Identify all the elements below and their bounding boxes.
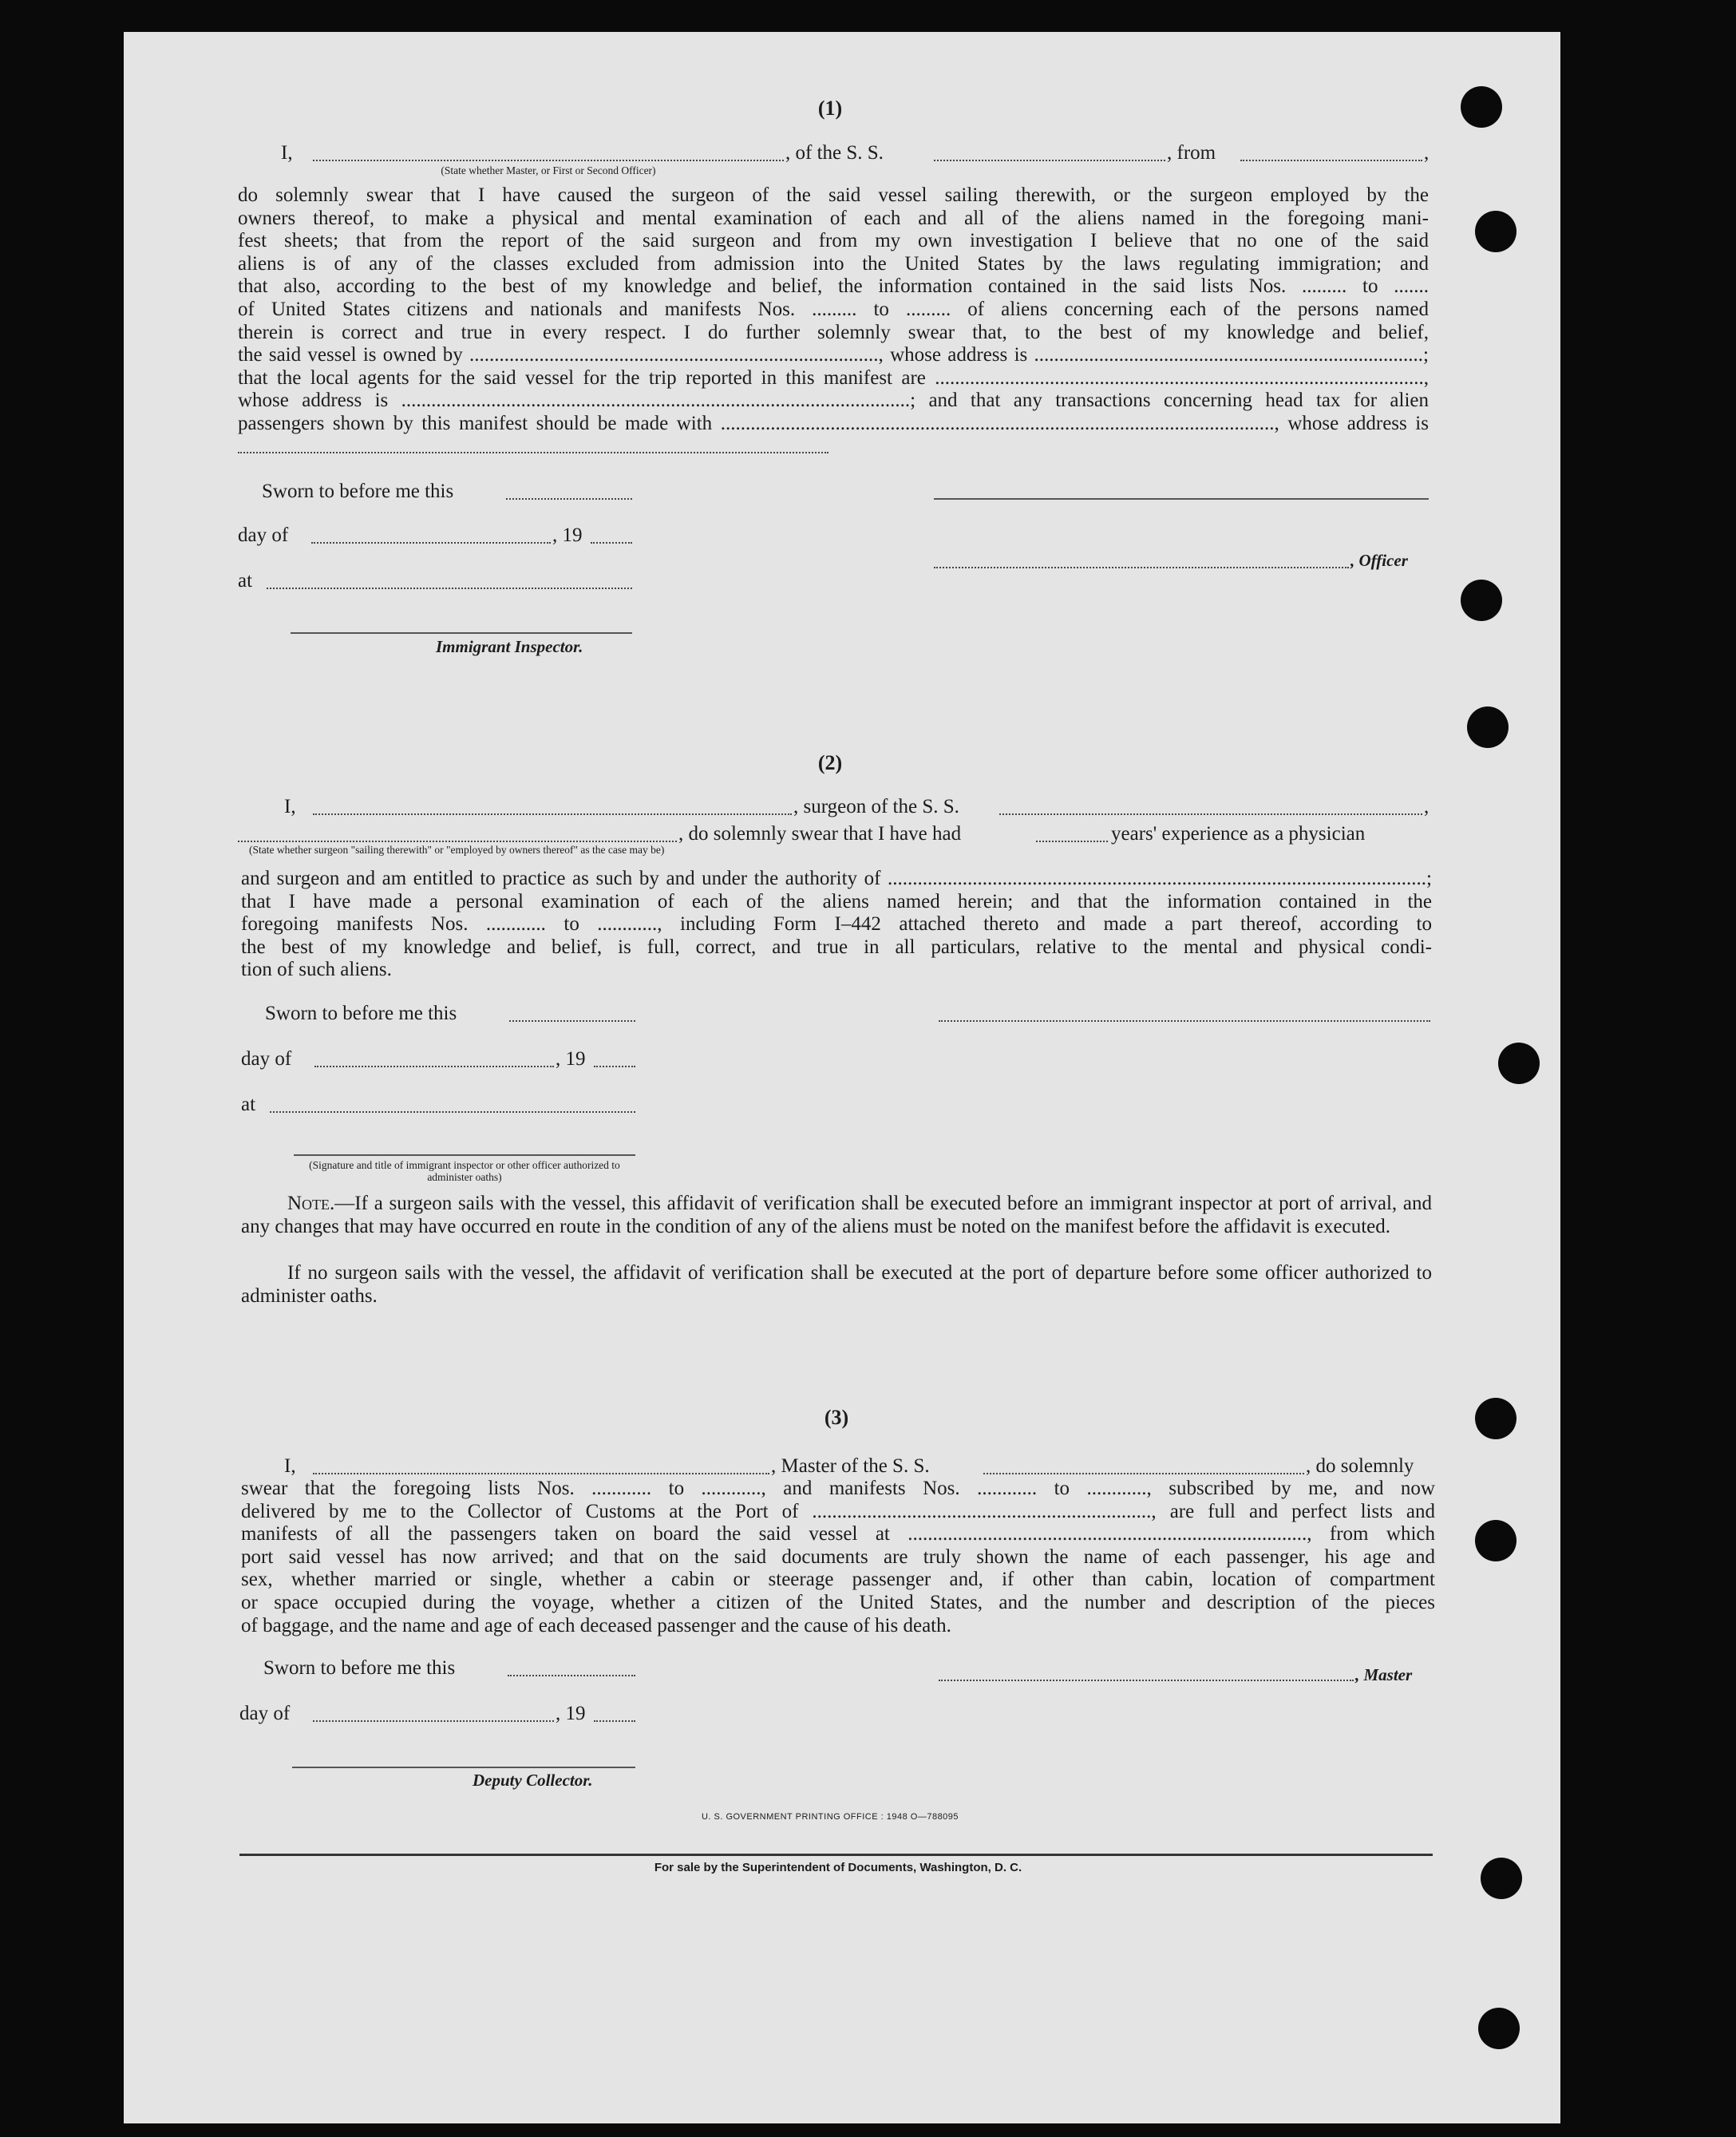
text-line: fest sheets; that from the report of the said surgeon and from my own investigation I believe that no one of the said [238, 230, 1429, 252]
text-line: and surgeon and am entitled to practice as such by and under the authority of ............................................................................................................; [241, 868, 1432, 889]
at-label: at [238, 570, 253, 592]
punch-hole [1475, 211, 1517, 252]
text-line: owners thereof, to make a physical and mental examination of each and all of the aliens named in the foregoing mani- [238, 207, 1429, 229]
text-line: the said vessel is owned by .................................................................................., whose address is ..............................................................................; [238, 344, 1429, 366]
punch-hole [1478, 2008, 1520, 2049]
printing-office-line: U. S. GOVERNMENT PRINTING OFFICE : 1948 O—788095 [701, 1812, 959, 1822]
text-line: passengers shown by this manifest should be made with ..............................................................................................................., whose address is [238, 412, 1429, 434]
text-line: delivered by me to the Collector of Customs at the Port of ...................................................................., are full and perfect lists and [241, 1500, 1435, 1522]
collector-label: Deputy Collector. [473, 1771, 593, 1790]
text-line: of United States citizens and nationals and manifests Nos. ......... to ......... of aliens concerning each of the persons named [238, 298, 1429, 320]
at-blank [267, 588, 632, 589]
sworn-label: Sworn to before me this [262, 481, 454, 502]
year-label: , 19 [556, 1703, 586, 1724]
punch-hole [1498, 1043, 1540, 1084]
from-label: , from [1167, 142, 1216, 164]
year-label: , 19 [556, 1048, 586, 1070]
sworn-label: Sworn to before me this [263, 1657, 456, 1679]
text-line: the best of my knowledge and belief, is full, correct, and true in all particulars, relative to the mental and physical condi- [241, 936, 1432, 958]
text-line: do solemnly swear that I have caused the surgeon of the said vessel sailing therewith, or the surgeon employed by the [238, 184, 1429, 206]
oath-pronoun: I, [284, 1455, 296, 1477]
sworn-blank [509, 1020, 635, 1022]
field-caption: (State whether surgeon "sailing therewith" or "employed by owners thereof" as the case may be) [249, 844, 665, 856]
day-label: day of [238, 524, 289, 546]
solemnly-label: , do solemnly [1306, 1455, 1414, 1477]
text-line: of baggage, and the name and age of each deceased passenger and the cause of his death. [241, 1614, 951, 1636]
punch-hole [1467, 706, 1509, 748]
swear-label: , do solemnly swear that I have had [678, 823, 962, 845]
punch-hole [1481, 1858, 1522, 1899]
name-blank [313, 813, 792, 815]
sale-notice: For sale by the Superintendent of Documents, Washington, D. C. [654, 1861, 1022, 1874]
inspector-line [291, 632, 632, 634]
footer-rule [239, 1854, 1433, 1856]
surgeon-label: , surgeon of the S. S. [793, 796, 959, 817]
name-blank [313, 1473, 769, 1474]
inspector-label: Immigrant Inspector. [436, 637, 583, 656]
text-line: or space occupied during the voyage, whether a citizen of the United States, and the number and description of the pieces [241, 1591, 1435, 1613]
text-line: port said vessel has now arrived; and that on the said documents are truly shown the name of each passenger, his age and [241, 1545, 1435, 1568]
text-line: whose address is ......................................................................................................; and that any transactions concerning head tax for alien [238, 390, 1429, 412]
sworn-blank [508, 1675, 635, 1676]
at-blank [270, 1111, 635, 1113]
oath-text [241, 868, 1432, 982]
punch-hole [1461, 580, 1502, 621]
text-line: swear that the foregoing lists Nos. ............ to ............, and manifests Nos. ............ to ............, subscribed by me, and now [241, 1478, 1435, 1499]
day-blank [313, 1720, 554, 1722]
address-blank [238, 452, 828, 453]
day-blank [314, 1066, 554, 1067]
years-blank [1036, 841, 1108, 842]
day-label: day of [239, 1703, 291, 1724]
at-label: at [241, 1094, 256, 1115]
note-text: If no surgeon sails with the vessel, the affidavit of verification shall be executed at the port of departure before some officer authorized to administer oaths. [241, 1262, 1432, 1307]
punch-hole [1475, 1520, 1517, 1561]
section-number: (2) [817, 751, 843, 774]
section-number: (1) [817, 97, 843, 120]
year-blank [594, 1066, 635, 1067]
master-label: , Master [1355, 1665, 1413, 1684]
oath-text [241, 1478, 1435, 1637]
signature-line [294, 1154, 635, 1156]
officer-blank [934, 567, 1349, 568]
line-end: , [1424, 142, 1430, 164]
year-blank [591, 542, 632, 544]
text-line: that the local agents for the said vessel for the trip reported in this manifest are .................................................................................................., [238, 366, 1429, 389]
section-number: (3) [824, 1406, 849, 1429]
note-label: Note. [287, 1193, 335, 1214]
text-line: tion of such aliens. [241, 959, 392, 981]
line-end: , [1424, 796, 1430, 817]
text-line: foregoing manifests Nos. ............ to ............, including Form I–442 attached thereto and made a part thereof, according to [241, 913, 1432, 936]
text-line: manifests of all the passengers taken on board the said vessel at ................................................................................, from which [241, 1523, 1435, 1545]
vessel-blank [934, 160, 1165, 161]
oath-text [238, 184, 1429, 436]
year-label: , 19 [552, 524, 583, 546]
years-label: years' experience as a physician [1111, 823, 1366, 845]
oath-pronoun: I, [281, 142, 293, 164]
collector-line [292, 1767, 635, 1768]
note-body: —If a surgeon sails with the vessel, this affidavit of verification shall be executed before an immigrant inspector at port of arrival, and any changes that may have occurred en route in the condition of any of the aliens must be noted on the manifest before the affidavit is executed. [241, 1193, 1432, 1237]
oath-pronoun: I, [284, 796, 296, 817]
text-line: that also, according to the best of my knowledge and belief, the information contained in the said lists Nos. ......... to ....... [238, 275, 1429, 298]
from-blank [1240, 160, 1422, 161]
master-label: , Master of the S. S. [771, 1455, 930, 1477]
signature-line [934, 498, 1429, 500]
text-line: that I have made a personal examination of each of the aliens named herein; and that the information contained in the [241, 890, 1432, 912]
vessel-label: , of the S. S. [785, 142, 884, 164]
name-blank [313, 160, 784, 161]
signature-blank [939, 1020, 1430, 1022]
text-line: therein is correct and true in every respect. I do further solemnly swear that, to the best of my knowledge and belief, [238, 321, 1429, 343]
year-blank [594, 1720, 635, 1722]
punch-hole [1461, 86, 1502, 128]
day-label: day of [241, 1048, 292, 1070]
text-line: sex, whether married or single, whether a cabin or steerage passenger and, if other than cabin, location of compartment [241, 1569, 1435, 1591]
punch-hole [1475, 1398, 1517, 1439]
note-text [241, 1193, 1432, 1238]
sworn-blank [506, 498, 632, 500]
text-line: aliens is of any of the classes excluded from admission into the United States by the laws regulating immigration; and [238, 252, 1429, 275]
field-caption: (State whether Master, or First or Second Officer) [441, 164, 656, 176]
signature-caption: (Signature and title of immigrant inspector or other officer authorized to administer oaths) [309, 1159, 620, 1183]
officer-label: , Officer [1350, 551, 1408, 570]
sworn-label: Sworn to before me this [265, 1003, 457, 1024]
vessel-blank [983, 1473, 1304, 1474]
vessel-blank [999, 813, 1422, 815]
day-blank [311, 542, 551, 544]
master-signature-blank [939, 1680, 1354, 1681]
surgeon-type-blank [238, 841, 677, 842]
